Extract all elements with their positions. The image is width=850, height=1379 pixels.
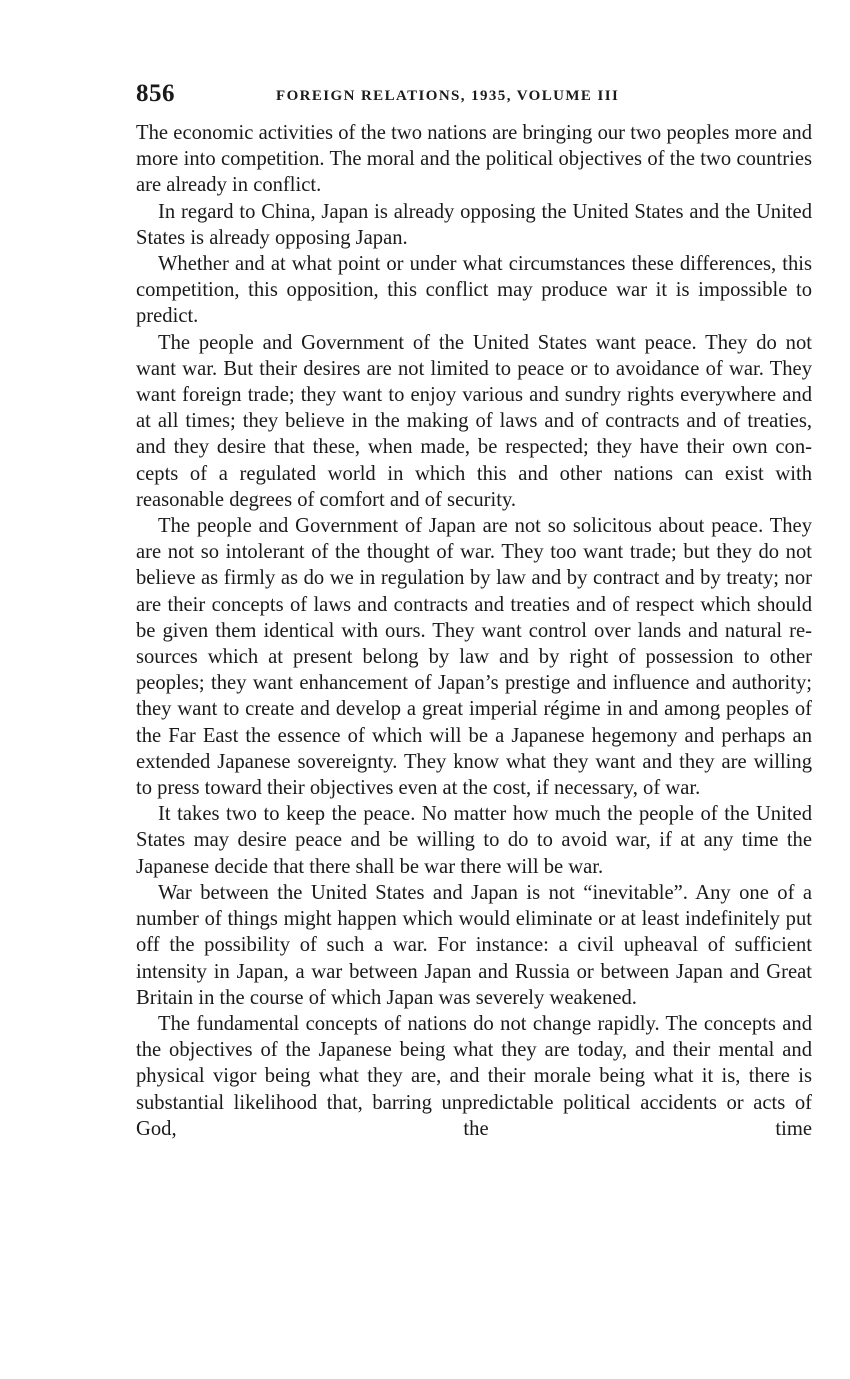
paragraph: The people and Government of the United States want peace. They do not want war. But their desires are not limited to peace or to avoidance of war. They want foreign trade; they want to enjoy various and sundry rights everywhere and at all times; they believe in the making of laws and of contracts and of treaties, and they desire that these, when made, be respected; they have their own concepts of a regulated world in which this and other nations can exist with reasonable degrees of comfort and of security. bbox=[136, 331, 812, 511]
paragraph: It takes two to keep the peace. No matter how much the people of the United States may desire peace and be willing to do to avoid war, if at any time the Japanese decide that there shall be war there will be war. bbox=[136, 803, 812, 878]
paragraph: In regard to China, Japan is already opposing the United States and the United States is already opposing Japan. bbox=[136, 200, 812, 249]
paragraph: The fundamental concepts of nations do not change rapidly. The concepts and the objectives of the Japanese being what they are today, and their mental and physical vigor being what they are, and their morale being what it is, there is substantial likelihood that, barring unpredictable political accidents or acts of God, the time bbox=[136, 1012, 812, 1140]
paragraph: The economic activities of the two nations are bringing our two peoples more and more into competition. The moral and the political objectives of the two countries are already in conflict. bbox=[136, 122, 812, 197]
paragraph: War between the United States and Japan is not “inevitable”. Any one of a number of things might happen which would eliminate or at least indefinitely put off the possibility of such a war. For instance: a civil upheaval of sufficient intensity in Japan, a war between Japan and Russia or between Japan and Great Britain in the course of which Japan was severely weakened. bbox=[136, 881, 812, 1009]
header-title: FOREIGN RELATIONS, 1935, VOLUME III bbox=[276, 88, 620, 104]
body-text bbox=[136, 120, 812, 1142]
paragraph: The people and Government of Japan are not so solicitous about peace. They are not so intolerant of the thought of war. They too want trade; but they do not believe as firmly as do we in regulation by law and by contract and by treaty; nor are their concepts of laws and contracts and treaties and of respect which should be given them identical with ours. They want control over lands and natural resources which at present belong by law and by right of possession to other peoples; they want enhancement of Japan’s prestige and influence and authority; they want to create and develop a great imperial régime in and among peoples of the Far East the essence of which will be a Japanese hegemony and perhaps an extended Japanese sovereignty. They know what they want and they are willing to press toward their objectives even at the cost, if necessary, of war. bbox=[136, 515, 812, 800]
running-head bbox=[136, 80, 812, 114]
paragraph: Whether and at what point or under what circumstances these differences, this competition, this opposition, this conflict may produce war it is impossible to predict. bbox=[136, 253, 812, 328]
page-number: 856 bbox=[136, 80, 175, 107]
document-page bbox=[136, 80, 812, 1142]
